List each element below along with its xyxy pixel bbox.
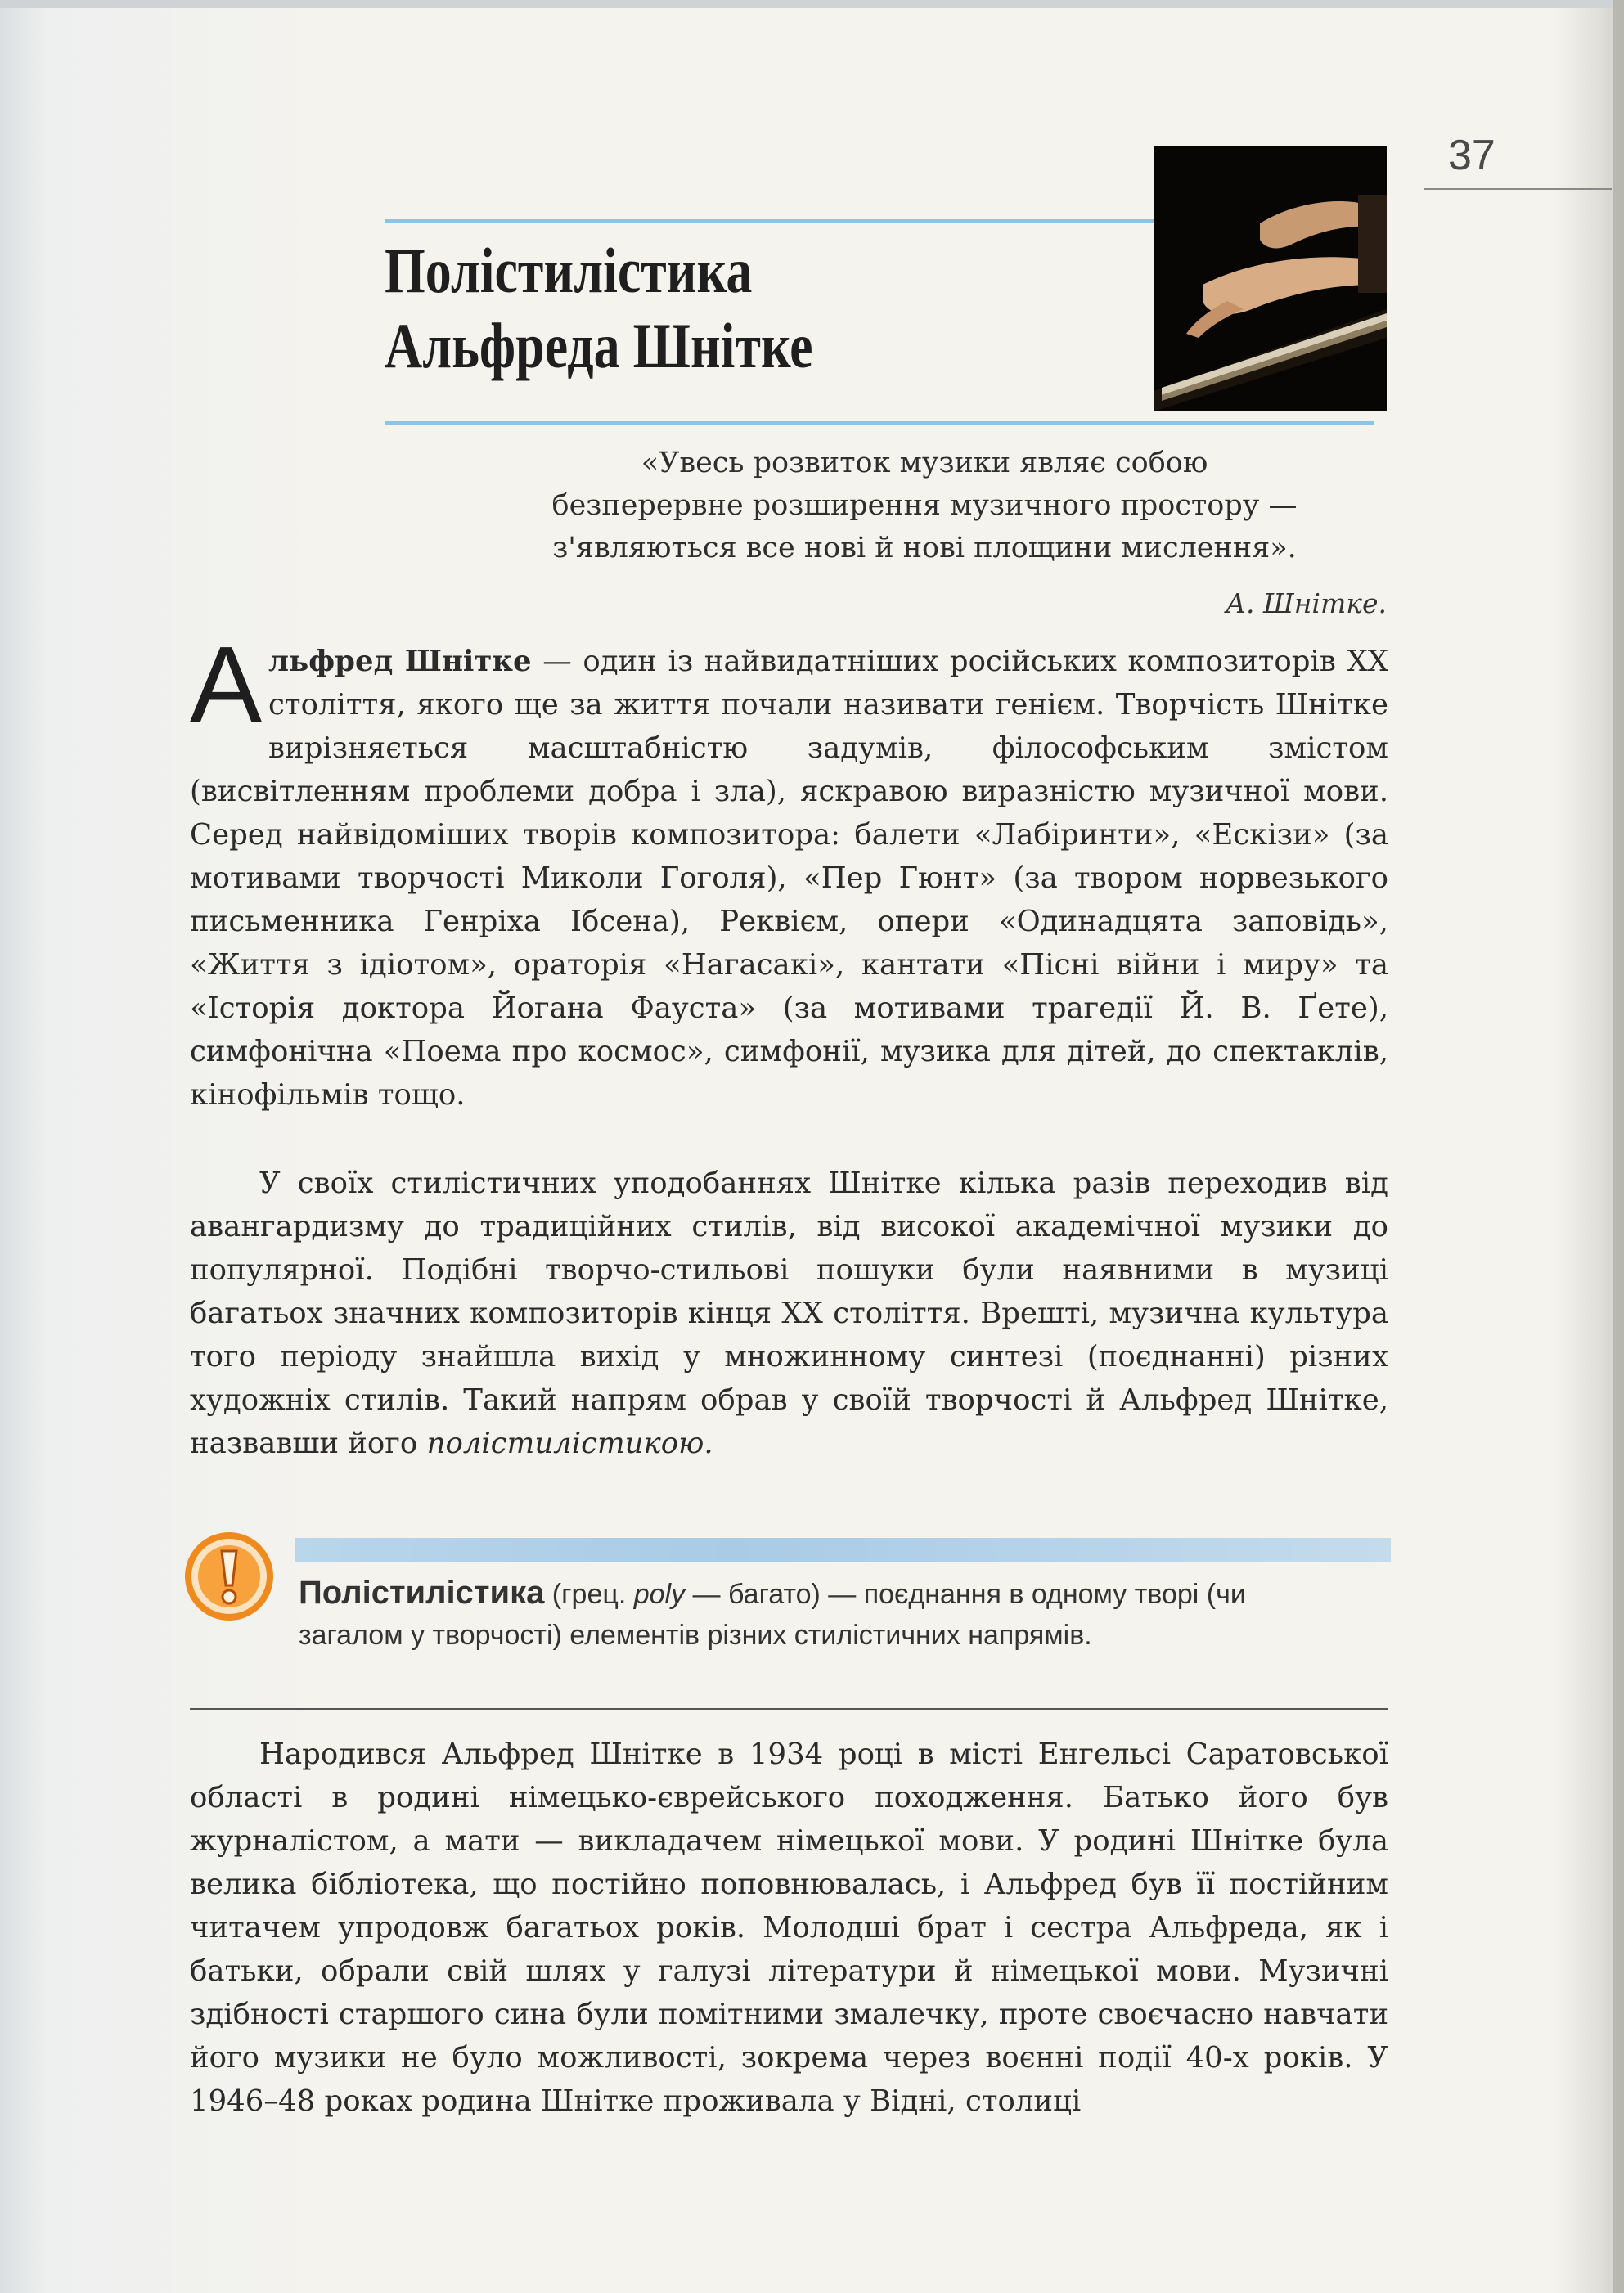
page-right-edge	[1613, 0, 1624, 2293]
paragraph-2-text: У своїх стилістичних уподобаннях Шнітке кілька разів переходив від авангардизму до традиційних стилів, від високої академічної музики до популярної. Подібні творчо-стильові пошуки були наявними в музиці багатьох значних композиторів кінця XX століття. Врешті, музична культура того періоду знайшла вихід у множинному синтезі (поєднанні) різних художніх стилів. Такий напрям обрав у своїй творчості й Альфред Шнітке, назвавши його	[190, 1167, 1388, 1460]
page-title	[385, 233, 988, 384]
definition-term: Полістилістика	[299, 1575, 545, 1611]
page-top-edge	[0, 0, 1624, 8]
page-number: 37	[1448, 132, 1496, 179]
epigraph-line-3: з'являються все нові й нові площини мислення».	[552, 532, 1297, 564]
paragraph-3-text: Народився Альфред Шнітке в 1934 році в місті Енгельсі Саратовської області в родині німецько-єврейського походження. Батько його був журналістом, а мати — викладачем німецької мови. У родині Шнітке була велика бібліотека, що постійно поповнювалась, і Альфред був її постійним читачем упродовж багатьох років. Молодші брат і сестра Альфреда, як і батьки, обрали свій шлях у галузі літератури й німецької мови. Музичні здібності старшого сина були помітними змалечку, проте своєчасно навчати його музики не було можливості, зокрема через воєнні події 40-х років. У 1946–48 роках родина Шнітке проживала у Відні, столиці	[190, 1738, 1388, 2118]
epigraph-line-2: безперервне розширення музичного простору —	[551, 489, 1298, 522]
definition-greek: poly	[633, 1579, 686, 1610]
paragraph-1	[190, 624, 1388, 1117]
definition-band	[295, 1538, 1391, 1562]
drop-cap: А	[190, 624, 263, 744]
epigraph	[442, 442, 1407, 569]
page-number-rule	[1424, 188, 1612, 190]
piano-hands-photo	[1154, 146, 1387, 411]
title-bottom-rule	[385, 421, 1374, 425]
paragraph-1-text: — один із найвидатніших російських композиторів XX століття, якого ще за життя почали називати генієм. Творчість Шнітке вирізняється масштабністю задумів, філософським змістом (висвітленням проблеми добра і зла), яскравою виразністю музичної мови. Серед найвідоміших творів композитора: балети «Лабіринти», «Ескізи» (за мотивами творчості Миколи Гоголя), «Пер Гюнт» (за твором норвезького письменника Генріха Ібсена), Реквієм, опери «Одинадцята заповідь», «Життя з ідіотом», ораторія «Нагасакі», кантати «Пісні війни і миру» та «Історія доктора Йогана Фауста» (за мотивами трагедії Й. В. Ґете), симфонічна «Поема про космос», симфонії, музика для дітей, до спектаклів, кінофільмів тощо.	[190, 645, 1388, 1112]
title-line-2: Альфреда Шнітке	[385, 310, 813, 381]
definition-pre: (грец.	[544, 1579, 634, 1610]
definition-body: — багато) — поєднання в одному творі (чи загалом у творчості) елементів різних стилістичних напрямів.	[299, 1579, 1246, 1651]
title-line-1: Полістилістика	[385, 235, 753, 306]
epigraph-author: А. Шнітке.	[1226, 587, 1387, 619]
epigraph-line-1: «Увесь розвиток музики являє собою	[641, 447, 1208, 479]
polystylism-term: полістилістикою.	[426, 1427, 713, 1460]
definition-text	[299, 1572, 1329, 1656]
exclamation-icon	[184, 1531, 274, 1621]
paragraph-2	[190, 1162, 1388, 1465]
definition-rule	[190, 1708, 1388, 1710]
paragraph-3	[190, 1733, 1388, 2123]
lead-name: льфред Шнітке	[268, 645, 532, 678]
